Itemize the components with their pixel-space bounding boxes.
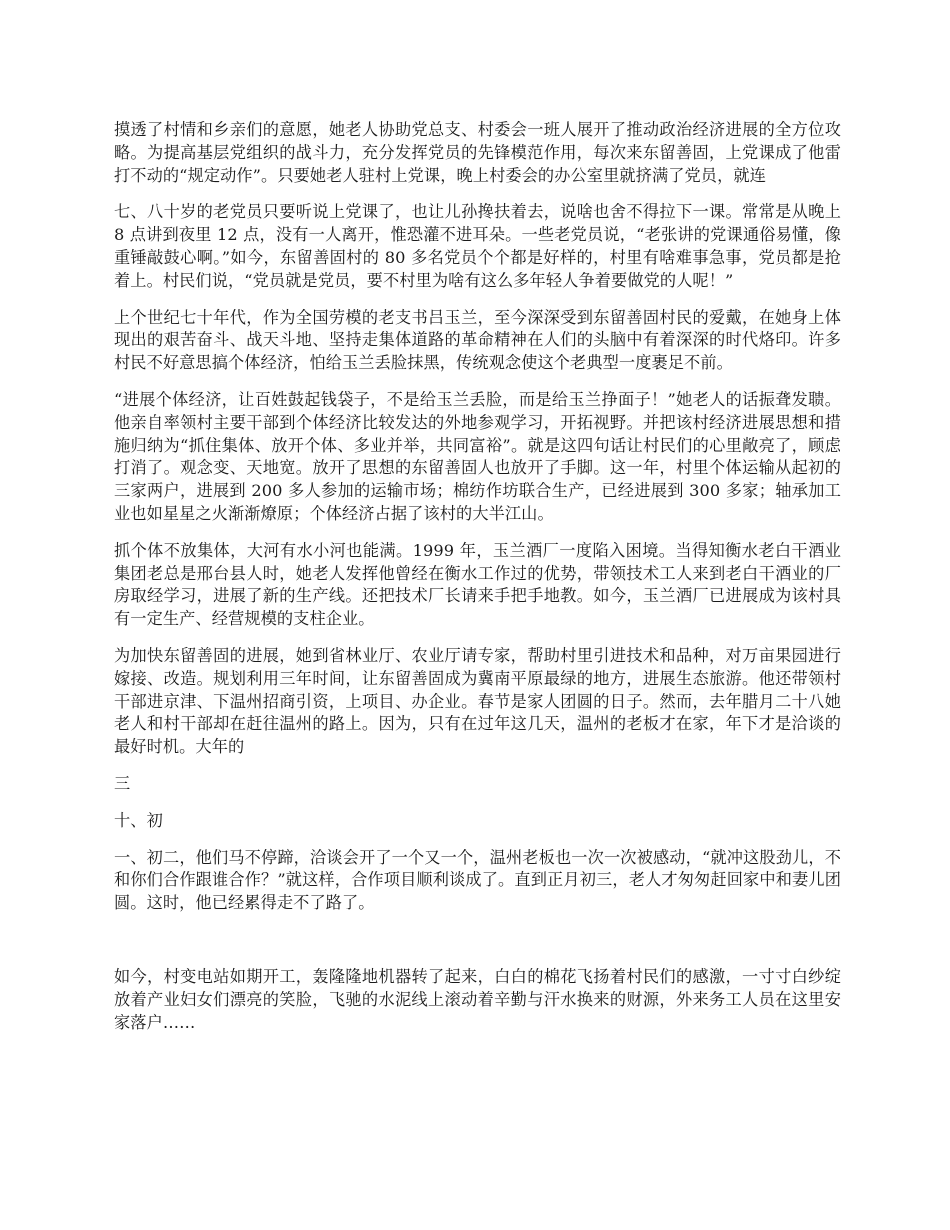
paragraph-6: 为加快东留善固的进展，她到省林业厅、农业厅请专家，帮助村里引进技术和品种，对万亩果园进行嫁接、改造。规划利用三年时间，让东留善固成为冀南平原最绿的地方，进展生态旅游。他还带领村干部进京津、下温州招商引资，上项目、办企业。春节是家人团圆的日子。然而，去年腊月二十八她老人和村干部却在赶往温州的路上。因为，只有在过年这几天，温州的老板才在家，年下才是洽谈的最好时机。大年的 <box>114 645 841 757</box>
paragraph-9: 一、初二，他们马不停蹄，洽谈会开了一个又一个，温州老板也一次一次被感动，“就冲这股劲儿，不和你们合作跟谁合作？”就这样，合作项目顺利谈成了。直到正月初三，老人才匆匆赶回家中和妻儿团圆。这时，他已经累得走不了路了。 <box>114 847 841 913</box>
paragraph-10: 如今，村变电站如期开工，轰隆隆地机器转了起来，白白的棉花飞扬着村民们的感激，一寸寸白纱绽放着产业妇女们漂亮的笑脸，飞驰的水泥线上滚动着辛勤与汗水换来的财源，外来务工人员在这里安家落户…… <box>114 966 841 1032</box>
paragraph-2: 七、八十岁的老党员只要听说上党课了，也让儿孙搀扶着去，说啥也舍不得拉下一课。常常是从晚上 8 点讲到夜里 12 点，没有一人离开，惟恐灌不进耳朵。一些老党员说，“老张讲的党课通俗易懂，像重锤敲鼓心啊。”如今，东留善固村的 80 多名党员个个都是好样的，村里有啥难事急事，党员都是抢着上。村民们说，“党员就是党员，要不村里为啥有这么多年轻人争着要做党的人呢！” <box>114 202 841 290</box>
section-gap <box>114 929 841 966</box>
paragraph-8: 十、初 <box>114 810 163 830</box>
paragraph-4: “进展个体经济，让百姓鼓起钱袋子，不是给玉兰丢脸，而是给玉兰挣面子！”她老人的话振聋发聩。他亲自率领村主要干部到个体经济比较发达的外地参观学习，开拓视野。并把该村经济进展思想和措施归纳为“抓住集体、放开个体、多业并举，共同富裕”。就是这四句话让村民们的心里敞亮了，顾虑打消了。观念变、天地宽。放开了思想的东留善固人也放开了手脚。这一年，村里个体运输从起初的三家两户，进展到 200 多人参加的运输市场；棉纺作坊联合生产，已经进展到 300 多家；轴承加工业也如星星之火渐渐燎原；个体经济占据了该村的大半江山。 <box>114 389 841 523</box>
document-body <box>114 119 841 1048</box>
paragraph-1: 摸透了村情和乡亲们的意愿，她老人协助党总支、村委会一班人展开了推动政治经济进展的全方位攻略。为提高基层党组织的战斗力，充分发挥党员的先锋模范作用，每次来东留善固，上党课成了他雷打不动的“规定动作”。只要她老人驻村上党课，晚上村委会的办公室里就挤满了党员，就连 <box>114 120 841 185</box>
paragraph-5: 抓个体不放集体，大河有水小河也能满。1999 年，玉兰酒厂一度陷入困境。当得知衡水老白干酒业集团老总是邢台县人时，她老人发挥他曾经在衡水工作过的优势，带领技术工人来到老白干酒业的厂房取经学习，进展了新的生产线。还把技术厂长请来手把手地教。如今，玉兰酒厂已进展成为该村具有一定生产、经营规模的支柱企业。 <box>114 540 841 629</box>
paragraph-3: 上个世纪七十年代，作为全国劳模的老支书吕玉兰，至今深深受到东留善固村民的爱戴，在她身上体现出的艰苦奋斗、战天斗地、坚持走集体道路的革命精神在人们的头脑中有着深深的时代烙印。许多村民不好意思搞个体经济，怕给玉兰丢脸抹黑，传统观念使这个老典型一度裹足不前。 <box>114 307 841 373</box>
paragraph-7: 三 <box>114 773 131 793</box>
